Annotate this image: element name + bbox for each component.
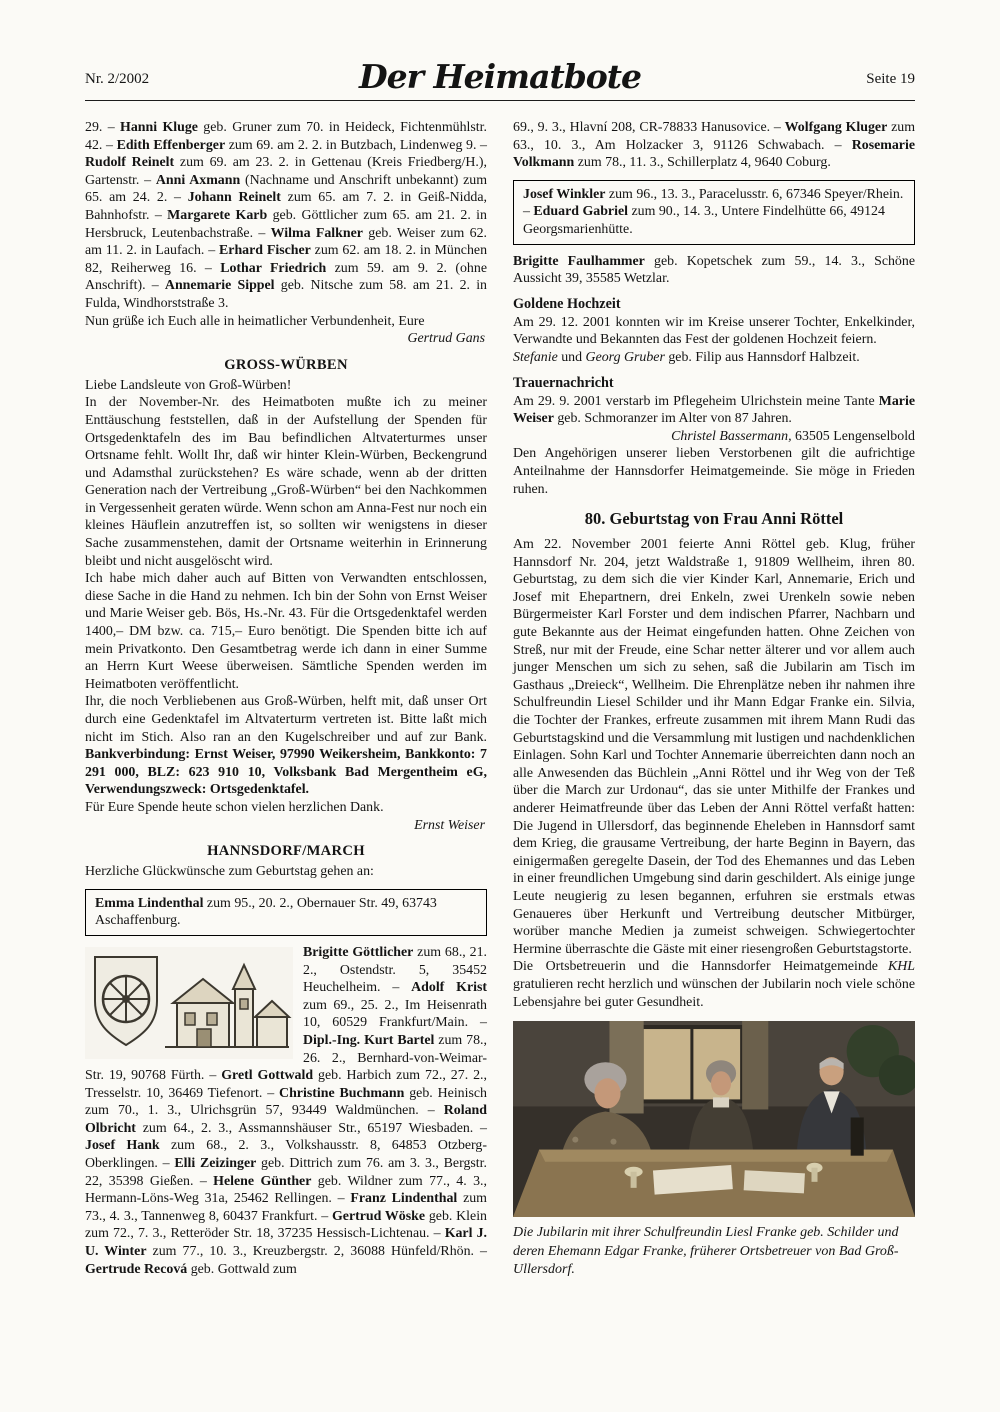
village-crest-drawing <box>85 947 293 1059</box>
page-number: Seite 19 <box>866 71 915 87</box>
highlight-box-winkler-gabriel-text <box>523 186 905 239</box>
gross-wuerben-thanks: Für Eure Spende heute schon vielen herzlichen Dank. <box>85 799 384 815</box>
goldene-hochzeit-paragraph: Am 29. 12. 2001 konnten wir im Kreise unserer Tochter, Enkelkinder, Verwandte und Bekannten das Fest der goldenen Hochzeit feiern. <box>513 314 915 348</box>
highlight-box-emma-lindenthal <box>85 889 487 936</box>
birthday-list-february-text: 29. – Hanni Kluge geb. Gruner zum 70. in Heideck, Fichtenmühlstr. 42. – Edith Effenberger zum 69. am 2. 2. in Butzbach, Lindenweg 9. – Rudolf Reinelt zum 69. am 23. 2. in Gettenau (Kreis Friedberg/H.), Gartenstr. – Anni Axmann (Nachname und Anschrift unbekannt) zum 65. am 24. 2. – Johann Reinelt zum 65. am 7. 2. in Geiß-Nidda, Bahnhofstr. – Margarete Karb geb. Göttlicher zum 65. am 21. 2. in Hersbruck, Leutenbachstraße. – Wilma Falkner geb. Weiser zum 62. am 11. 2. in Laufach. – Erhard Fischer zum 62. am 18. 2. in München 82, Reiherweg 16. – Lothar Friedrich zum 59. am 9. 2. (ohne Anschrift). – Annemarie Sippel geb. Nitsche zum 58. am 21. 2. in Fulda, Windhorststraße 3. <box>85 120 488 311</box>
faulhammer-entry-text: Brigitte Faulhammer geb. Kopetschek zum 59., 14. 3., Schöne Aussicht 39, 35585 Wetzlar. <box>513 253 915 287</box>
issue-number: Nr. 2/2002 <box>85 71 150 87</box>
emma-lindenthal-entry: Emma Lindenthal zum 95., 20. 2., Obernauer Str. 49, 63743 Aschaffenburg. <box>95 895 437 929</box>
birthday-list-march-text: Brigitte Göttlicher zum 68., 21. 2., Ostendstr. 5, 35452 Heuchelheim. – Adolf Krist zum 69., 25. 2., Im Heisenrath 10, 60529 Frankfurt/Main. – Dipl.-Ing. Kurt Bartel zum 78., 26. 2., Bernhard-von-Weimar-Str. 19, 90768 Fürth. – Gretl Gottwald geb. Harbich zum 72., 27. 2., Tresselstr. 10, 36469 Tiefenort. – Christine Buchmann geb. Heinisch zum 70., 1. 3., Ulrichsgrün 57, 93449 Waldmünchen. – Roland Olbricht zum 64., 2. 3., Assmannshäuser Str., 65197 Wiesbaden. – Josef Hank zum 68., 2. 3., Volkshausstr. 8, 64853 Otzberg-Oberklingen. – Elli Zeizinger geb. Dittrich zum 76. am 3. 3., Bergstr. 22, 35398 Gießen. – Helene Günther geb. Wildner zum 77., 4. 3., Hermann-Löns-Weg 31a, 25462 Rellingen. – Franz Lindenthal zum 73., 4. 3., Tannenweg 8, 60437 Frankfurt. – Gertrud Wöske geb. Klein zum 72., 7. 3., Retteröder Str. 18, 37235 Hessisch-Lichtenau. – Karl J. U. Winter zum 77., 10. 3., Kreuzbergstr. 2, 36088 Hünfeld/Rhön. – Gertrude Recová geb. Gottwald zum <box>85 944 488 1277</box>
obituary-paragraph-text: Am 29. 9. 2001 verstarb im Pflegeheim Ulrichstein meine Tante Marie Weiser geb. Schmoranzer im Alter von 87 Jahren. <box>513 393 915 427</box>
birthday-group-photo <box>513 1021 915 1217</box>
gruber-line-text: Stefanie und Georg Gruber geb. Filip aus Hannsdorf Halbzeit. <box>513 349 860 365</box>
highlight-box-emma-lindenthal-text <box>95 895 477 930</box>
author-initials: KHL <box>887 959 915 975</box>
left-column <box>85 119 487 1278</box>
page-header <box>85 52 915 96</box>
obituary-attribution-text: Christel Bassermann, 63505 Lengenselbold <box>671 428 915 444</box>
gross-wuerben-paragraph-3-text: Ihr, die noch Verbliebenen aus Groß-Würben, helft mit, daß unser Ort durch eine Gedenktafel im Altvaterturm vertreten ist. Bitte laßt mich nicht im Stich. Also ran an den Kugelschreiber und auf zur Bank. Bankverbindung: Ernst Weiser, 97990 Weikersheim, Bankkonto: 7 291 000, BLZ: 623 910 10, Volksbank Bad Mergentheim eG, Verwendungszweck: Ortsgedenktafel. <box>85 694 487 798</box>
village-crest-illustration <box>85 947 293 1059</box>
header-rule <box>85 100 915 101</box>
anni-roettel-article-text: Am 22. November 2001 feierte Anni Röttel geb. Klug, früher Hannsdorf Nr. 204, jetzt Waldstraße 1, 91809 Wellheim, ihren 80. Geburtstag, zu dem sich die vier Kinder Karl, Annemarie, Erich und Josef mit Ehepartnern, drei Enkeln, zwei Urenkeln sowie neben Bürgermeister Karl Forster und dem indischen Pfarrer, Nachbarn und gute Bekannte aus der Heimat eingefunden hatten. Ohne Zeichen von Streß, nur mit der Freude, eine Schar netter älterer und vor allem auch junger Menschen um sich zu sehen, saß die Jubilarin am Tisch im Gasthaus „Dreieck“, Wellheim. Die Ehrenplätze neben ihr nahmen ihre Schulfreundin Liesel Schilder und ihr Mann Edgar Franke ein. Silvia, die Tochter der Frankes, erfreute zusammen mit ihrem Mann Rudi das Geburtstagskind und die Versammlung mit lustigen und nachdenklichen Einlagen. Sohn Karl und Tochter Annemarie überreichten dann noch an alle Anwesenden das Büchlein „Anni Röttel und ihr Weg von der Teß über die March zur Urdonau“, das sie unter Mithilfe der Frankes und anderer Heimatfreunde über das Leben der Anni Röttel verfaßt hatten: Die Jugend in Ullersdorf, das beginnende Eheleben in Hannsdorf samt dem Krieg, die grausame Vertreibung, der harte Beginn in Bayern, das einigermaßen geregelte Dasein, der Tod des Ehemannes und das Leben in einer freundlichen Umgebung sind darin geschildert. Als einige junge Leute neugierig zu lesen begannen, erfuhren sie erstmals etwas Genaueres über Herkunft und Vertreibung deutscher Mitbürger, worüber manche Medien ja zumeist schweigen. Schwiegertochter Hermine überraschte die Gäste mit einer riesengroßen Geburtstagstorte. <box>513 537 915 957</box>
photo-caption: Die Jubilarin mit ihrer Schulfreundin Liesl Franke geb. Schilder und deren Ehemann Edgar Franke, früherer Ortsbetreuer von Bad Groß-Ullersdorf. <box>513 1225 899 1278</box>
condolence-paragraph: Den Angehörigen unserer lieben Verstorbenen gilt die aufrichtige Anteilnahme der Hannsdorfer Heimatgemeinde. Sie möge in Frieden ruhen. <box>513 446 915 497</box>
gratulation-paragraph: Die Ortsbetreuerin und die Hannsdorfer Heimatgemeinde gratulieren recht herzlich und wünschen der Jubilarin noch viele schöne Lebensjahre bei guter Gesundheit. <box>513 959 915 1010</box>
obituary-paragraph <box>513 393 915 428</box>
heading-trauernachricht: Trauernachricht <box>513 374 614 391</box>
gross-wuerben-paragraph-2: Ich habe mich daher auch auf Bitten von Verwandten entschlossen, diese Sache in die Hand zu nehmen. Ich bin der Sohn von Ernst Weiser und Marie Weiser geb. Bös, Hs.-Nr. 43. Für die Ortsgedenktafel werden 1400,– DM bzw. ca. 715,– Euro benötigt. Die Spenden bitte ich auf mein Privatkonto. Den Gesamtbetrag werde ich dann in einer Summe an Herrn Kurt Weese überweisen. Sämtliche Spenden werden im Heimatboten veröffentlicht. <box>85 571 487 692</box>
birthday-list-march-block <box>85 944 487 1278</box>
birthday-list-february <box>85 119 487 313</box>
anni-roettel-article <box>513 536 915 975</box>
section-heading-hannsdorf-march: HANNSDORF/MARCH <box>207 843 365 860</box>
obituary-attribution <box>513 428 915 446</box>
birthday-list-continued-text: 69., 9. 3., Hlavní 208, CR-78833 Hanusovice. – Wolfgang Kluger zum 63., 10. 3., Am Holzacker 3, 91126 Schwabach. – Rosemarie Volkmann zum 78., 11. 3., Schillerplatz 4, 9640 Coburg. <box>513 120 915 171</box>
gruber-line <box>513 349 915 367</box>
gross-wuerben-salutation: Liebe Landsleute von Groß-Würben! <box>85 377 292 393</box>
greeting-line: Nun grüße ich Euch alle in heimatlicher Verbundenheit, Eure <box>85 313 425 329</box>
hannsdorf-intro: Herzliche Glückwünsche zum Geburtstag gehen an: <box>85 864 374 880</box>
signature-ernst-weiser: Ernst Weiser <box>414 817 485 833</box>
content-columns <box>85 119 915 1280</box>
faulhammer-entry <box>513 253 915 288</box>
heading-goldene-hochzeit: Goldene Hochzeit <box>513 295 621 312</box>
gross-wuerben-paragraph-3 <box>85 693 487 799</box>
masthead-title: Der Heimatbote <box>358 57 642 96</box>
right-column <box>513 119 915 1280</box>
winkler-gabriel-entry: Josef Winkler zum 96., 13. 3., Paracelusstr. 6, 67346 Speyer/Rhein. – Eduard Gabriel zum 90., 14. 3., Untere Findelhütte 66, 49124 Georgsmarienhütte. <box>523 186 904 237</box>
heading-80-geburtstag: 80. Geburtstag von Frau Anni Röttel <box>584 509 844 529</box>
gross-wuerben-paragraph-1: In der November-Nr. des Heimatboten mußte ich zu meiner Enttäuschung feststellen, daß in der Aufstellung der Spenden für Ortsgedenktafeln des im Bau befindlichen Altvaterturmes unser Ortsname fehlt. Wollt Ihr, daß wir hinter Klein-Würben, Beckengrund und Adamsthal zurückstehen? Es wäre schade, wenn ab der dritten Generation nach der Vertreibung „Groß-Würben“ bei den Nachkommen in Vergessenheit geraten würde. Wenn schon am Anna-Fest nur noch ein kleines Häuflein anzutreffen ist, so sollten wir wenigstens in dieser Sache zusammenstehen, damit der Ortsname weiterhin in Erinnerung bleibt und nicht ausgelöscht wird. <box>85 395 487 569</box>
birthday-list-continued <box>513 119 915 172</box>
signature-gertrud-gans: Gertrud Gans <box>407 331 485 347</box>
section-heading-gross-wuerben: GROSS-WÜRBEN <box>224 356 348 373</box>
birthday-group-photo-image <box>513 1021 915 1217</box>
highlight-box-winkler-gabriel <box>513 180 915 245</box>
